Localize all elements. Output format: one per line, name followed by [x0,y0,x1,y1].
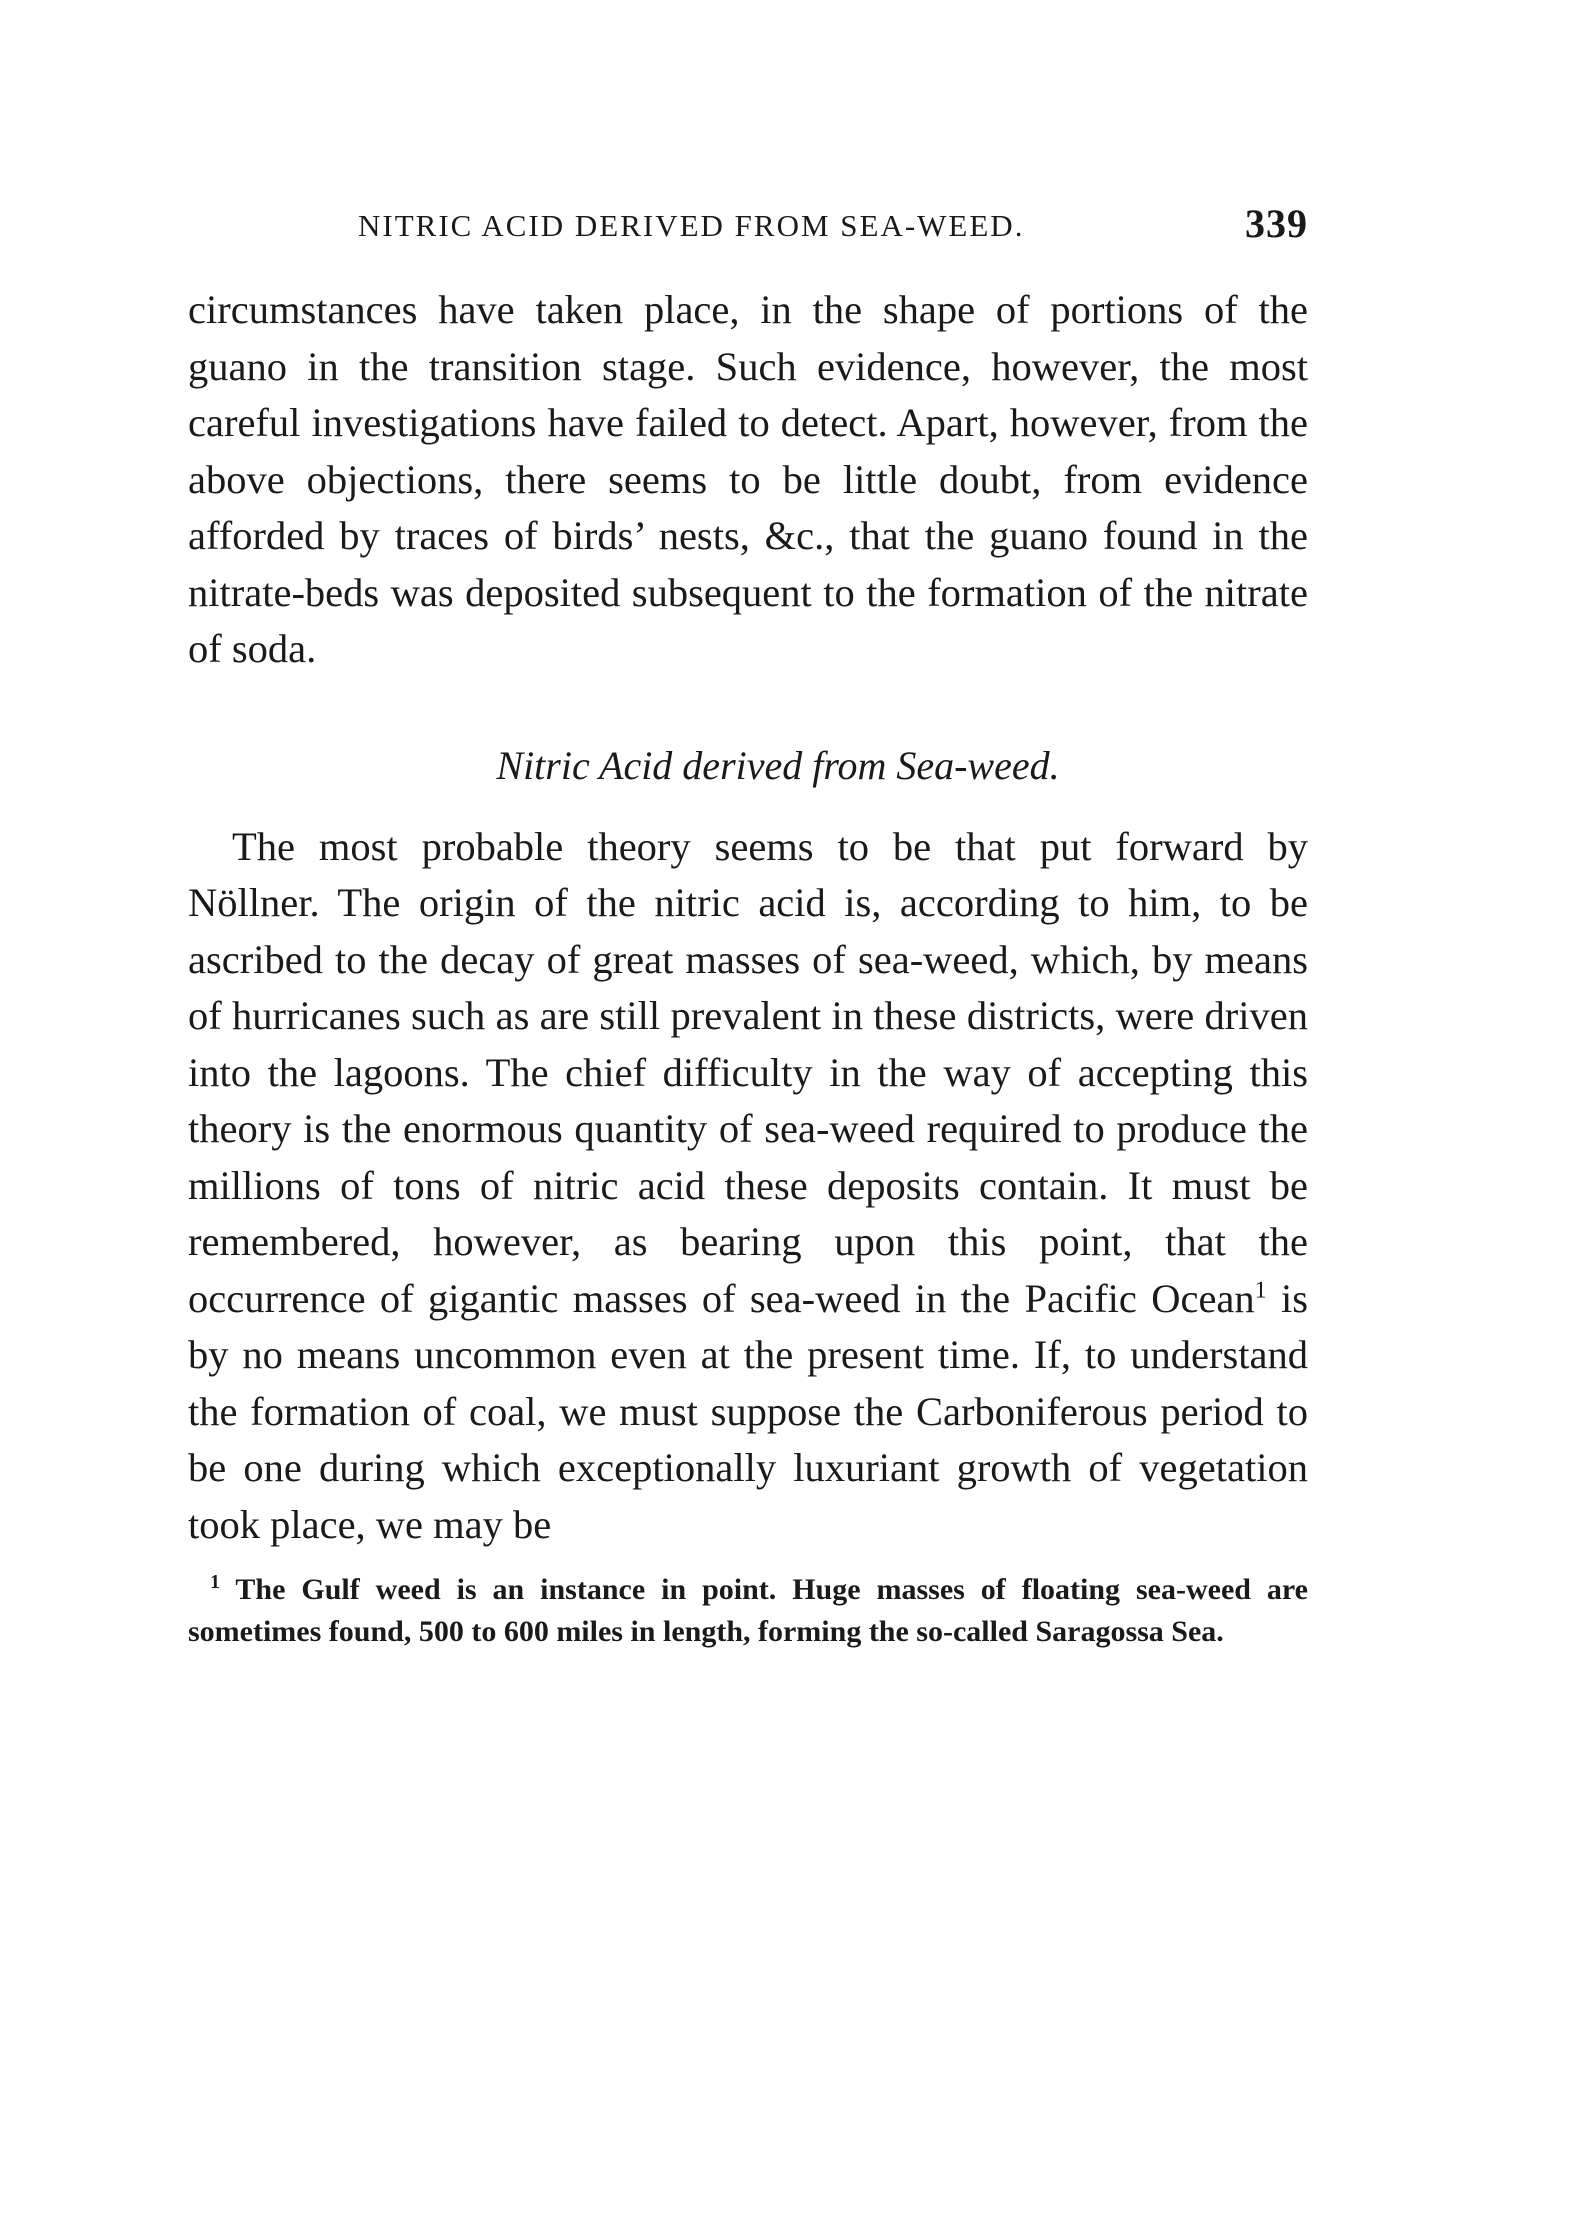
section-paragraph [188,819,1308,1554]
footnote [188,1569,1308,1653]
running-head [188,200,1308,260]
footnote-reference: 1 [1254,1277,1267,1303]
section-paragraph-part1: The most probable theory seems to be that put forward by Nöllner. The origin of the nitric acid is, according to him, to be ascribed to the decay of great masses of sea-weed, which, by means of hurricanes such as are still prevalent in these districts, were driven into the lagoons. The chief difficulty in the way of accepting this theory is the enormous quantity of sea-weed required to produce the millions of tons of nitric acid these deposits contain. It must be remembered, however, as bearing upon this point, that the occurrence of gigantic masses of sea-weed in the Pacific Ocean [188,823,1308,1321]
footnote-marker: 1 [210,1571,220,1593]
continued-paragraph: circumstances have taken place, in the shape of portions of the guano in the transition stage. Such evidence, however, the most careful investigations have failed to detect. Apart, however, from the above objections, there seems to be little doubt, from evidence afforded by traces of birds’ nests, &c., that the guano found in the nitrate-beds was deposited subsequent to the formation of the nitrate of soda. [188,287,1308,671]
section-paragraph-part2: is by no means uncommon even at the present time. If, to understand the formation of coal, we must suppose the Carboniferous period to be one during which exceptionally luxuriant growth of vegetation took place, we may be [188,1275,1308,1547]
book-page [188,200,1308,1683]
page-number: 339 [1245,201,1308,246]
running-title: NITRIC ACID DERIVED FROM SEA-WEED. [358,208,1025,243]
section-heading: Nitric Acid derived from Sea-weed. [496,742,1060,788]
footnote-text: The Gulf weed is an instance in point. Huge masses of floating sea-weed are sometimes found, 500 to 600 miles in length, forming the so-called Saragossa Sea. [188,1573,1308,1648]
